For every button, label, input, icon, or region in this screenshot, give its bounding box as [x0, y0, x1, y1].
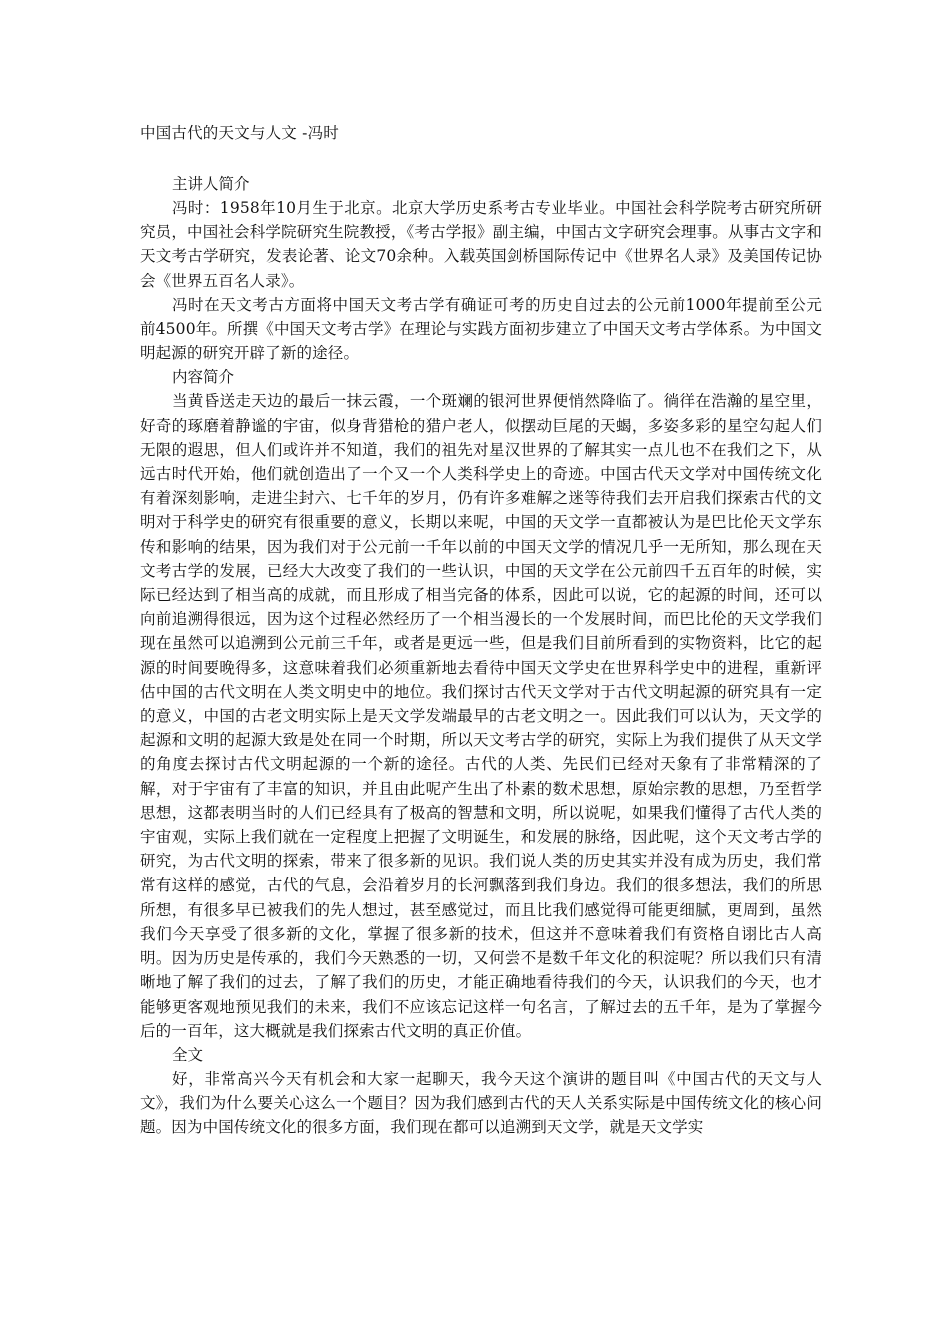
section-heading: 主讲人简介 [172, 175, 250, 193]
document-title: 中国古代的天文与人文 -冯时 [140, 124, 339, 142]
paragraph: 冯时：1958年10月生于北京。北京大学历史系考古专业毕业。中国社会科学院考古研究所研究员，中国社会科学院研究生院教授，《考古学报》副主编，中国古文字研究会理事。从事古文字和天文考古学研究，发表论著、论文70余种。入载英国剑桥国际传记中《世界名人录》及美国传记协会《世界五百名人录》。 [140, 199, 822, 290]
section-heading: 内容简介 [172, 368, 235, 387]
paragraph: 好，非常高兴今天有机会和大家一起聊天，我今天这个演讲的题目叫《中国古代的天文与人文》，我们为什么要关心这么一个题目？因为我们感到古代的天人关系实际是中国传统文化的核心问题。因为中国传统文化的很多方面，我们现在都可以追溯到天文学，就是天文学实 [140, 1069, 822, 1137]
paragraph: 冯时在天文考古方面将中国天文考古学有确证可考的历史自过去的公元前1000年提前至公元前4500年。所撰《中国天文考古学》在理论与实践方面初步建立了中国天文考古学体系。为中国文明起源的研究开辟了新的途径。 [140, 295, 822, 363]
section-speaker-intro [140, 172, 822, 365]
section-heading: 全文 [172, 1045, 204, 1064]
section-full-text [140, 1043, 822, 1140]
section-content-intro [140, 365, 822, 1042]
paragraph: 当黄昏送走天边的最后一抹云霞，一个斑斓的银河世界便悄然降临了。徜徉在浩瀚的星空里，好奇的琢磨着静谧的宇宙，似身背猎枪的猎户老人，似摆动巨尾的天蝎，多姿多彩的星空勾起人们无限的遐思，但人们或许并不知道，我们的祖先对星汉世界的了解其实一点儿也不在我们之下，从远古时代开始，他们就创造出了一个又一个人类科学史上的奇迹。中国古代天文学对中国传统文化有着深刻影响，走进尘封六、七千年的岁月，仍有许多难解之迷等待我们去开启我们探索古代的文明对于科学史的研究有很重要的意义，长期以来呢，中国的天文学一直都被认为是巴比伦天文学东传和影响的结果，因为我们对于公元前一千年以前的中国天文学的情况几乎一无所知，那么现在天文考古学的发展，已经大大改变了我们的一些认识，中国的天文学在公元前四千五百年的时候，实际已经达到了相当高的成就，而且形成了相当完备的体系，因此可以说，它的起源的时间，还可以向前追溯得很远，因为这个过程必然经历了一个相当漫长的一个发展时间，而巴比伦的天文学我们现在虽然可以追溯到公元前三千年，或者是更远一些，但是我们目前所看到的实物资料，比它的起源的时间要晚得多，这意味着我们必须重新地去看待中国天文学史在世界科学史中的进程，重新评估中国的古代文明在人类文明史中的地位。我们探讨古代天文学对于古代文明起源的研究具有一定的意义，中国的古老文明实际上是天文学发端最早的古老文明之一。因此我们可以认为，天文学的起源和文明的起源大致是处在同一个时期，所以天文考古学的研究，实际上为我们提供了从天文学的角度去探讨古代文明起源的一个新的途径。古代的人类、先民们已经对天象有了非常精深的了解，对于宇宙有了丰富的知识，并且由此呢产生出了朴素的数术思想，原始宗教的思想，乃至哲学思想，这都表明当时的人们已经具有了极高的智慧和文明，所以说呢，如果我们懂得了古代人类的宇宙观，实际上我们就在一定程度上把握了文明诞生，和发展的脉络，因此呢，这个天文考古学的研究，为古代文明的探索，带来了很多新的见识。我们说人类的历史其实并没有成为历史，我们常常有这样的感觉，古代的气息，会沿着岁月的长河飘落到我们身边。我们的很多想法，我们的所思所想，有很多早已被我们的先人想过，甚至感觉过，而且比我们感觉得可能更细腻，更周到，虽然我们今天享受了很多新的文化，掌握了很多新的技术，但这并不意味着我们有资格自诩比古人高明。因为历史是传承的，我们今天熟悉的一切，又何尝不是数千年文化的积淀呢？所以我们只有清晰地了解了我们的过去，了解了我们的历史，才能正确地看待我们的今天，认识我们的今天，也才能够更客观地预见我们的未来，我们不应该忘记这样一句名言，了解过去的五千年，是为了掌握今后的一百年，这大概就是我们探索古代文明的真正价值。 [140, 392, 822, 1040]
document-page [140, 121, 822, 1140]
